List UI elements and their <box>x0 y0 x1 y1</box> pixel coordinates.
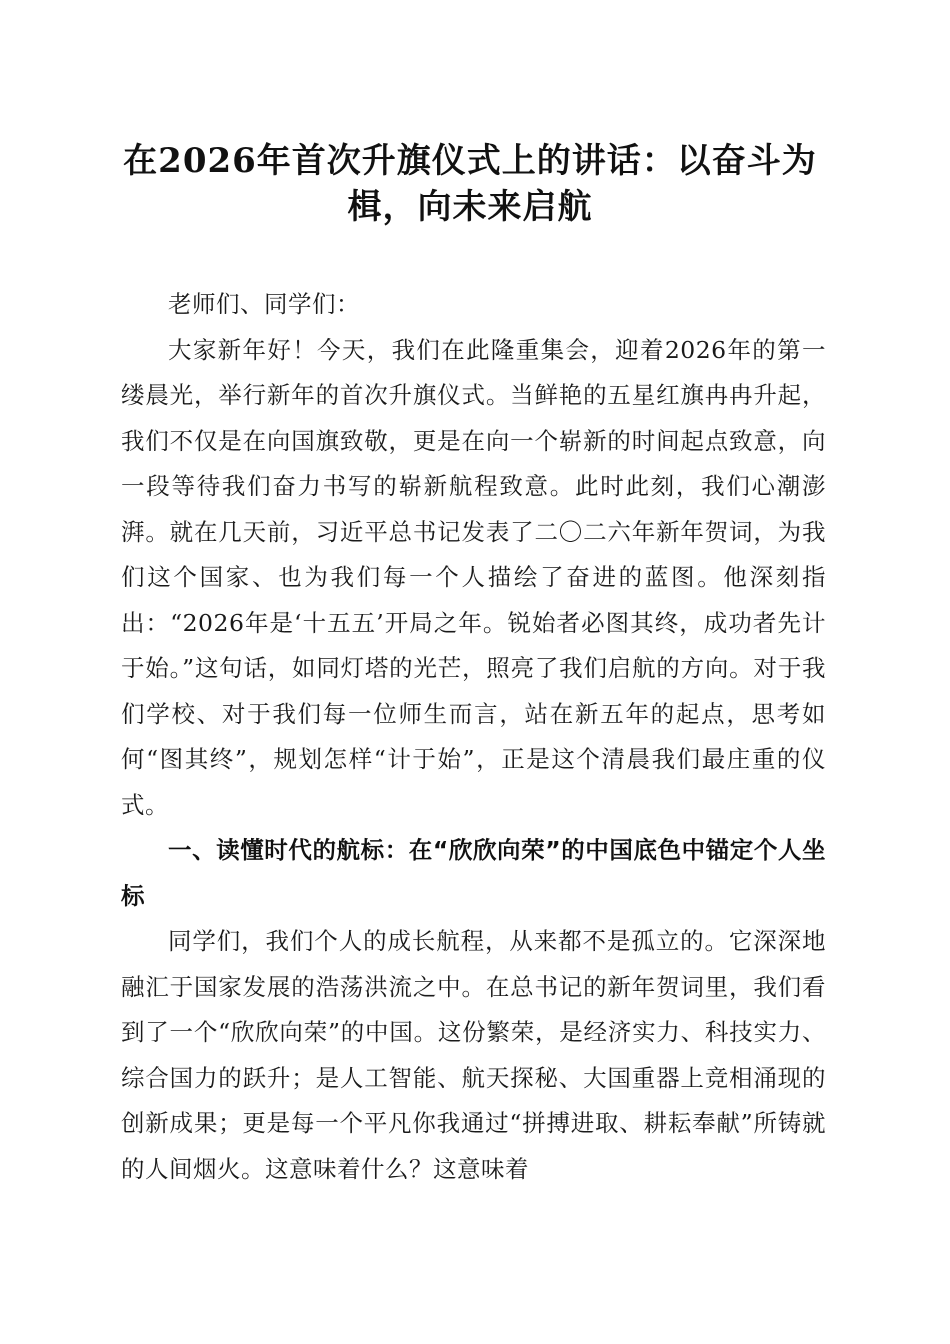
section-heading: 一、读懂时代的航标：在“欣欣向荣”的中国底色中锚定个人坐标 <box>121 836 826 910</box>
document-body <box>121 282 826 1192</box>
paragraph-section-one: 同学们，我们个人的成长航程，从来都不是孤立的。它深深地融汇于国家发展的浩荡洪流之中。在总书记的新年贺词里，我们看到了一个“欣欣向荣”的中国。这份繁荣，是经济实力、科技实力、综合国力的跃升；是人工智能、航天探秘、大国重器上竞相涌现的创新成果；更是每一个平凡你我通过“拼搏进取、耕耘奉献”所铸就的人间烟火。这意味着什么？这意味着 <box>121 927 826 1183</box>
paragraph-opening: 大家新年好！今天，我们在此隆重集会，迎着2026年的第一缕晨光，举行新年的首次升旗仪式。当鲜艳的五星红旗冉冉升起，我们不仅是在向国旗致敬，更是在向一个崭新的时间起点致意，向一段等待我们奋力书写的崭新航程致意。此时此刻，我们心潮澎湃。就在几天前，习近平总书记发表了二〇二六年新年贺词，为我们这个国家、也为我们每一个人描绘了奋进的蓝图。他深刻指出：“2026年是‘十五五’开局之年。锐始者必图其终，成功者先计于始。”这句话，如同灯塔的光芒，照亮了我们启航的方向。对于我们学校、对于我们每一位师生而言，站在新五年的起点，思考如何“图其终”，规划怎样“计于始”，正是这个清晨我们最庄重的仪式。 <box>121 335 826 819</box>
salutation: 老师们、同学们： <box>168 290 360 318</box>
document-title: 在2026年首次升旗仪式上的讲话：以奋斗为楫，向未来启航 <box>123 141 817 227</box>
